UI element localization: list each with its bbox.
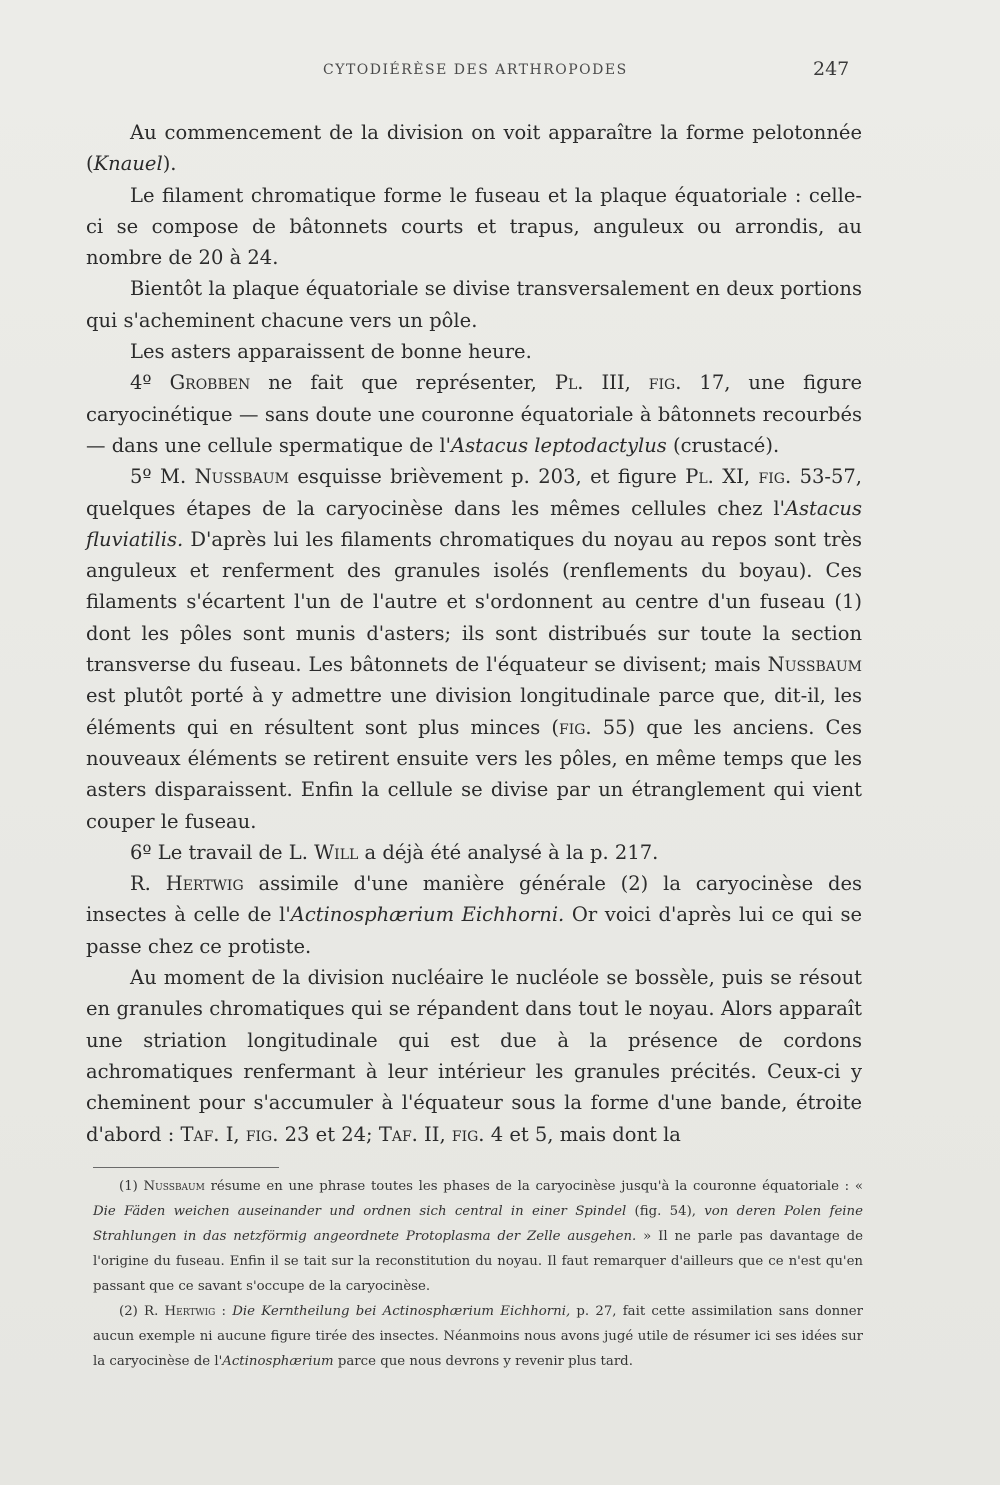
page-number: 247: [813, 58, 850, 80]
page-header: [0, 58, 1000, 86]
species-name: Actinosphærium: [222, 1354, 334, 1369]
paragraph-1: Au commencement de la division on voit apparaître la forme pelotonnée (Knauel).: [86, 121, 862, 176]
paragraph-will: 6º Le travail de L. Will a déjà été analysé à la p. 217.: [130, 840, 659, 864]
species-name: Actinosphærium Eichhorni.: [290, 903, 565, 927]
paragraph-grobben: 4º Grobben ne fait que représenter, Pl. III, fig. 17, une figure caryocinétique — sans doute une couronne équatoriale à bâtonnets recourbés — dans une cellule spermatique de l'Astacus leptodactylus (crustacé).: [86, 371, 862, 457]
author-name: Hertwig: [165, 872, 244, 896]
running-title: CYTODIÉRÈSE DES ARTHROPODES: [323, 62, 628, 78]
paragraph-3: Bientôt la plaque équatoriale se divise transversalement en deux portions qui s'acheminent chacune vers un pôle.: [86, 277, 862, 332]
paragraph-hertwig: R. Hertwig assimile d'une manière générale (2) la caryocinèse des insectes à celle de l'Actinosphærium Eichhorni. Or voici d'après lui ce qui se passe chez ce protiste.: [86, 872, 862, 958]
author-name: Grobben: [169, 371, 251, 395]
author-name: Will: [314, 840, 359, 864]
footnote-2: (2) R. Hertwig : Die Kerntheilung bei Actinosphærium Eichhorni, p. 27, fait cette assimilation sans donner aucun exemple ni aucune figure tirée des insectes. Néanmoins nous avons jugé utile de résumer ici ses idées sur la caryocinèse de l'Actinosphærium parce que nous devrons y revenir plus tard.: [93, 1304, 864, 1369]
footnotes: [93, 1174, 863, 1374]
main-text: [86, 117, 862, 1150]
species-name: Astacus leptodactylus: [451, 433, 667, 457]
paragraph-nussbaum: 5º M. Nussbaum esquisse brièvement p. 203, et figure Pl. XI, fig. 53-57, quelques étapes de la caryocinèse dans les mêmes cellules chez l'Astacus fluviatilis. D'après lui les filaments chromatiques du noyau au repos sont très anguleux et renferment des granules isolés (renflements du boyau). Ces filaments s'écartent l'un de l'autre et s'ordonnent au centre d'un fuseau (1) dont les pôles sont munis d'asters; ils sont distribués sur toute la section transverse du fuseau. Les bâtonnets de l'équateur se divisent; mais Nussbaum est plutôt porté à y admettre une division longitudinale parce que, dit-il, les éléments qui en résultent sont plus minces (fig. 55) que les anciens. Ces nouveaux éléments se retirent ensuite vers les pôles, en même temps que les asters disparaissent. Enfin la cellule se divise par un étranglement qui vient couper le fuseau.: [86, 465, 862, 833]
footnote-divider: [93, 1167, 279, 1168]
author-name: Nussbaum: [194, 465, 289, 489]
author-name: Nussbaum: [143, 1179, 205, 1194]
footnote-1: (1) Nussbaum résume en une phrase toutes les phases de la caryocinèse jusqu'à la couronne équatoriale : « Die Fäden weichen auseinander und ordnen sich central in einer Spindel (fig. 54), von deren Polen feine Strahlungen in das netzförmig angeordnete Protoplasma der Zelle ausgehen. » Il ne parle pas davantage de l'origine du fuseau. Enfin il se tait sur la reconstitution du noyau. Il faut remarquer d'ailleurs que ce n'est qu'en passant que ce savant s'occupe de la caryocinèse.: [93, 1179, 864, 1294]
species-name: Astacus fluviatilis.: [86, 496, 862, 551]
author-name: Hertwig: [164, 1304, 216, 1319]
paragraph-4: Les asters apparaissent de bonne heure.: [130, 340, 532, 364]
paragraph-2: Le filament chromatique forme le fuseau et la plaque équatoriale : celle-ci se compose de bâtonnets courts et trapus, anguleux ou arrondis, au nombre de 20 à 24.: [86, 183, 862, 270]
paragraph-division: Au moment de la division nucléaire le nucléole se bossèle, puis se résout en granules chromatiques qui se répandent dans tout le noyau. Alors apparaît une striation longitudinale qui est due à la présence de cordons achromatiques renfermant à leur intérieur les granules précités. Ceux-ci y cheminent pour s'accumuler à l'équateur sous la forme d'une bande, étroite d'abord : Taf. I, fig. 23 et 24; Taf. II, fig. 4 et 5, mais dont la: [86, 966, 862, 1146]
author-name: Nussbaum: [767, 653, 862, 677]
term-knauel: Knauel: [93, 152, 163, 176]
cited-title: Die Kerntheilung bei Actinosphærium Eichhorni,: [232, 1304, 571, 1319]
